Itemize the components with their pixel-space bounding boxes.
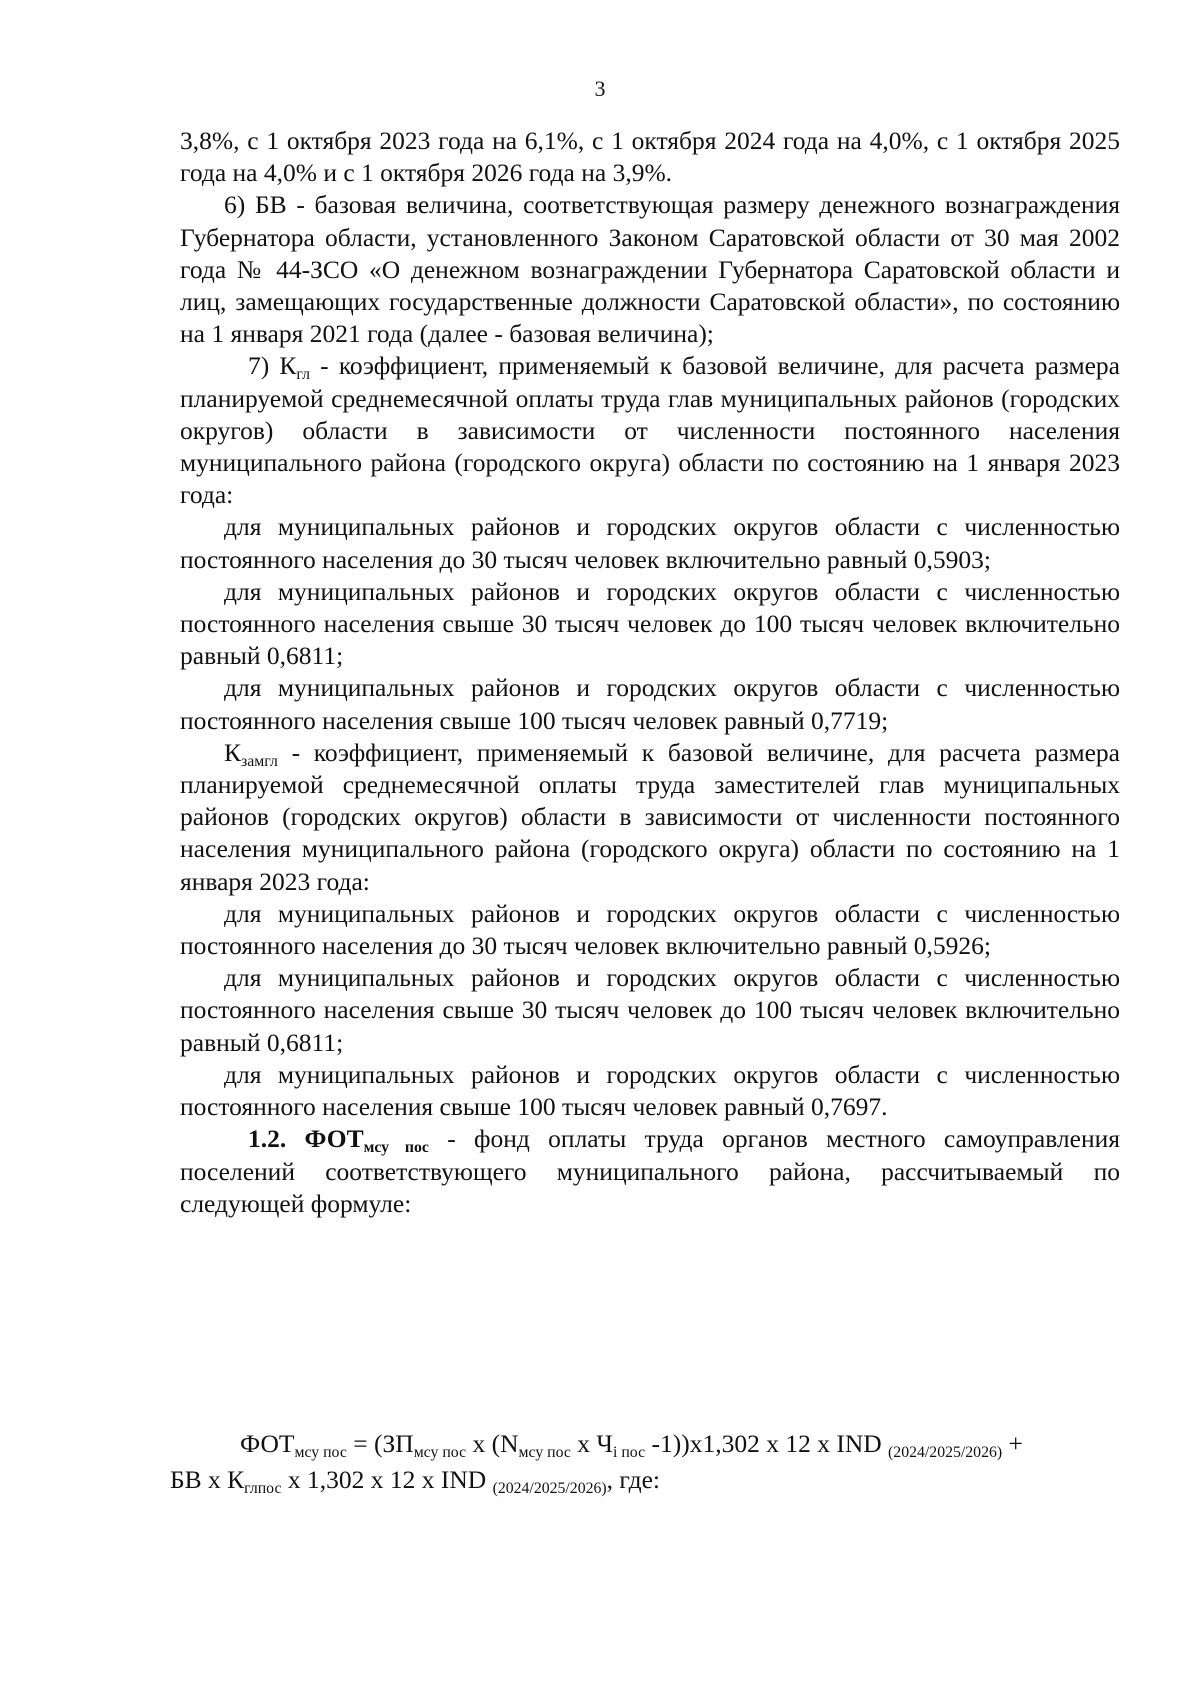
formula-part: БВ х К (170, 1465, 245, 1494)
list-item: для муниципальных районов и городских округов области с численностью постоянного населения до 30 тысяч человек включительно равный 0,5903; (180, 512, 1120, 574)
formula-part: = (ЗП (346, 1429, 414, 1458)
formula-subscript: мсу пос (518, 1444, 571, 1462)
formula-subscript: глпос (244, 1480, 282, 1498)
kgl-subscript: гл (296, 366, 310, 384)
list-item: для муниципальных районов и городских округов области с численностью постоянного населения свыше 30 тысяч человек до 100 тысяч человек включительно равный 0,6811; (180, 576, 1120, 671)
fot-heading-subscript: мсу пос (363, 1139, 429, 1157)
formula-line-1 (170, 1426, 1130, 1462)
formula-part: ФОТ (240, 1429, 295, 1458)
list-item: для муниципальных районов и городских округов области с численностью постоянного населения до 30 тысяч человек включительно равный 0,5926; (180, 898, 1120, 961)
formula-part: , где: (606, 1465, 660, 1494)
list-item: для муниципальных районов и городских округов области с численностью постоянного населения свыше 30 тысяч человек до 100 тысяч человек включительно равный 0,6811; (180, 963, 1120, 1057)
paragraph-base-value: 6) БВ - базовая величина, соответствующая размеру денежного вознаграждения Губернатора области, установленного Законом Саратовской области от 30 мая 2002 года № 44-ЗСО «О денежном вознаграждении Губернатора Саратовской области и лиц, замещающих государственные должности Саратовской области», по состоянию на 1 января 2021 года (далее - базовая величина); (180, 190, 1120, 349)
formula-part: х Ч (570, 1429, 613, 1458)
formula-part: + (1002, 1429, 1023, 1458)
page-number: 3 (594, 76, 606, 101)
paragraph-kzamgl-definition (180, 737, 1120, 898)
kgl-definition-text: - коэффициент, применяемый к базовой величине, для расчета размера планируемой среднемесячной оплаты труда глав муниципальных районов (городских округов) области в зависимости от численности постоянного населения муниципального района (городского округа) области по состоянию на 1 января 2023 года: (180, 351, 1120, 510)
list-item: для муниципальных районов и городских округов области с численностью постоянного населения свыше 100 тысяч человек равный 0,7697. (180, 1059, 1120, 1122)
formula-subscript: мсу пос (413, 1444, 467, 1462)
formula-subscript: мсу пос (294, 1444, 347, 1462)
paragraph-kgl-definition (180, 350, 1120, 511)
kgl-symbol: 7) К (248, 351, 297, 381)
formula-subscript: (2024/2025/2026) (888, 1444, 1003, 1462)
kzamgl-symbol: К (224, 737, 242, 767)
kzamgl-subscript: замгл (241, 752, 278, 770)
fot-heading: 1.2. ФОТ (248, 1124, 364, 1154)
formula-subscript: (2024/2025/2026) (492, 1480, 607, 1498)
formula-line-2 (170, 1462, 1130, 1498)
paragraph-fot-definition (180, 1123, 1120, 1220)
kzamgl-definition-text: - коэффициент, применяемый к базовой величине, для расчета размера планируемой среднемесячной оплаты труда заместителей глав муниципальных районов (городских округов) области в зависимости от численности постоянного населения муниципального района (городского округа) области по состоянию на 1 января 2023 года: (180, 737, 1120, 896)
formula-subscript: i пос (613, 1444, 646, 1462)
formula-part: х 1,302 х 12 х IND (281, 1465, 493, 1494)
formula (170, 1426, 1130, 1498)
fot-definition-text: - фонд оплаты труда органов местного самоуправления поселений соответствующего муниципального района, рассчитываемый по следующей формуле: (180, 1124, 1120, 1218)
paragraph-indexation: 3,8%, с 1 октября 2023 года на 6,1%, с 1 октября 2024 года на 4,0%, с 1 октября 2025 года на 4,0% и с 1 октября 2026 года на 3,9%. (180, 126, 1120, 188)
list-item: для муниципальных районов и городских округов области с численностью постоянного населения свыше 100 тысяч человек равный 0,7719; (180, 673, 1120, 735)
document-body (180, 125, 1120, 1220)
formula-part: х (N (466, 1429, 519, 1458)
formula-part: -1))х1,302 х 12 х IND (645, 1429, 889, 1458)
